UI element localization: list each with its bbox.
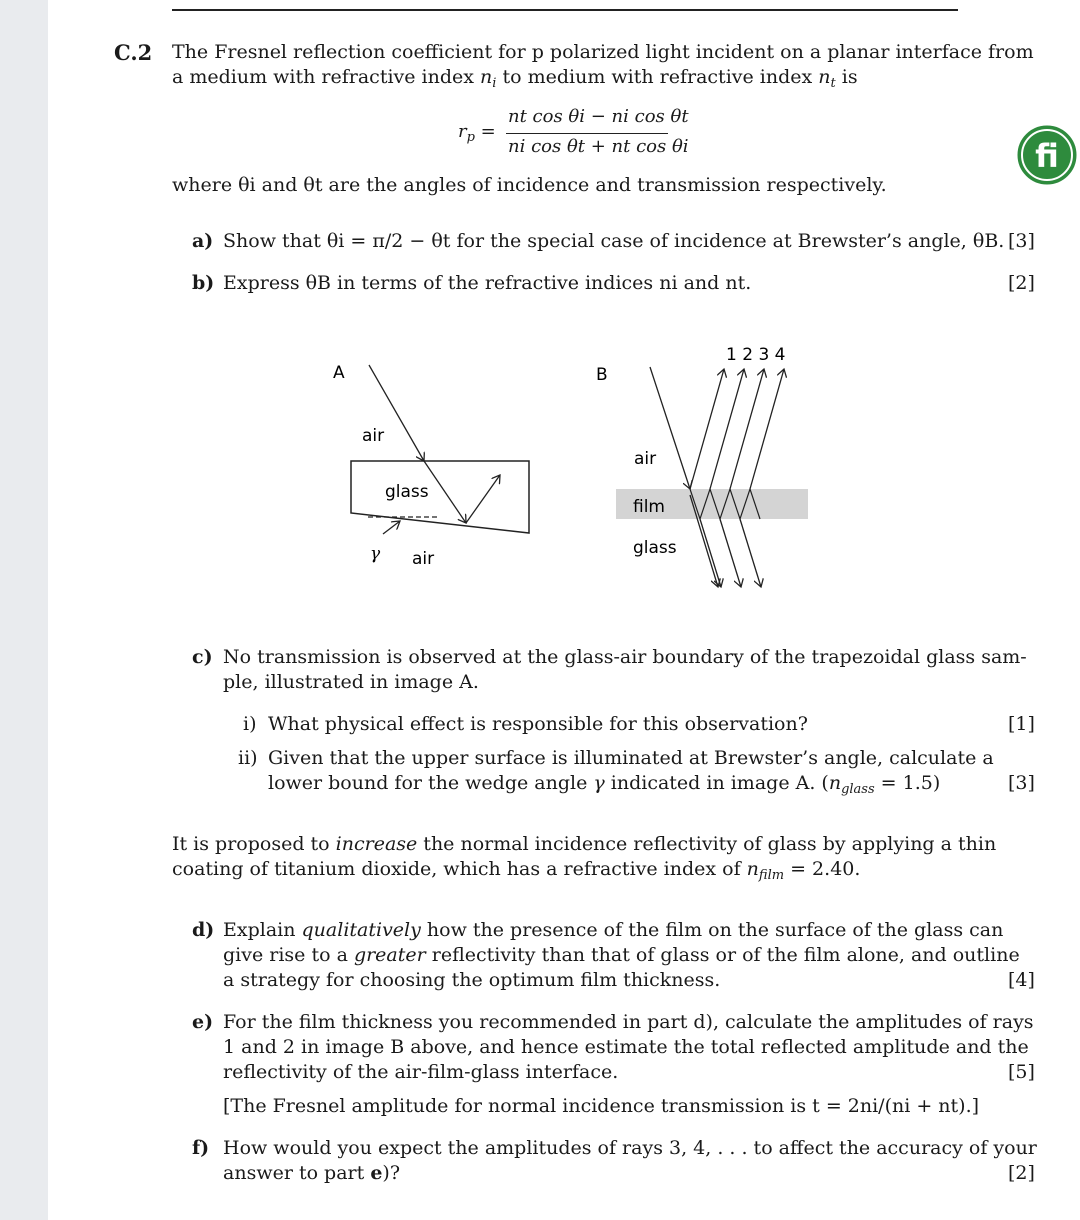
label-b-glass: glass (633, 538, 677, 558)
label-a-air-top: air (362, 426, 385, 446)
ray-b-1 (690, 369, 724, 489)
part-b-label: b) (192, 272, 215, 294)
part-b-marks: [2] (1008, 272, 1035, 294)
part-e-note: [The Fresnel amplitude for normal incidence transmission is t = 2ni/(ni + nt).] (223, 1095, 980, 1117)
ray-b-transmitted-4 (740, 519, 761, 587)
part-c-line-1: No transmission is observed at the glass-air boundary of the trapezoidal glass sam- (223, 646, 1027, 668)
glass-trapezoid (351, 461, 529, 533)
part-c-ii-marks: [3] (1008, 772, 1035, 794)
label-b-film: film (633, 497, 665, 517)
part-c-i-marks: [1] (1008, 713, 1035, 735)
part-c-ii-line-2: lower bound for the wedge angle γ indicated in image A. $(n_{glass} = 1.5)$ (268, 772, 941, 797)
ray-a-incident (369, 365, 424, 461)
part-e-line-1: For the film thickness you recommended in part d), calculate the amplitudes of rays (223, 1011, 1034, 1033)
part-f-line-2: answer to part e)? (223, 1162, 401, 1184)
top-rule (172, 9, 958, 11)
ray-b-incident (650, 367, 690, 489)
label-rays: 1 2 3 4 (726, 345, 786, 365)
part-c-label: c) (192, 646, 213, 668)
part-e-label: e) (192, 1011, 214, 1033)
part-a-label: a) (192, 230, 214, 252)
part-b-text: Express θB in terms of the refractive indices ni and nt. (223, 272, 752, 294)
equation-denominator: ni cos θt + nt cos θi (508, 136, 689, 157)
part-c-line-2: ple, illustrated in image A. (223, 671, 479, 693)
svg-text:fi: fi (1035, 137, 1059, 175)
fraction-bar (506, 133, 668, 134)
part-f-marks: [2] (1008, 1162, 1035, 1184)
label-b-air: air (634, 449, 657, 469)
question-number: C.2 (114, 40, 153, 65)
label-a-glass: glass (385, 482, 429, 502)
part-f-label: f) (192, 1137, 210, 1159)
part-c-ii-label: ii) (238, 747, 258, 769)
intro-line-1: The Fresnel reflection coefficient for p polarized light incident on a planar interface from (172, 41, 1034, 63)
optics-diagram (320, 335, 820, 600)
part-a-marks: [3] (1008, 230, 1035, 252)
part-d-marks: [4] (1008, 969, 1035, 991)
intro-line-2: a medium with refractive index $n_i$ to medium with refractive index $n_t$ is (172, 66, 858, 91)
part-e-line-3: reflectivity of the air-film-glass interface. (223, 1061, 619, 1083)
app-logo-icon[interactable] (1014, 122, 1080, 188)
part-d-label: d) (192, 919, 215, 941)
part-c-i-text: What physical effect is responsible for this observation? (268, 713, 808, 735)
where-line: where θi and θt are the angles of incidence and transmission respectively. (172, 174, 887, 196)
part-c-i-label: i) (243, 713, 257, 735)
part-f-line-1: How would you expect the amplitudes of rays 3, 4, . . . to affect the accuracy of your (223, 1137, 1037, 1159)
part-a-text: Show that θi = π/2 − θt for the special case of incidence at Brewster’s angle, θB. (223, 230, 1005, 252)
ray-b-2 (710, 369, 744, 489)
part-d-line-1: Explain qualitatively how the presence of the film on the surface of the glass can (223, 919, 1004, 941)
label-gamma: γ (370, 544, 381, 564)
label-a-air-bottom: air (412, 549, 435, 569)
label-b: B (596, 365, 608, 385)
equation-lhs: $r_p$ = (458, 121, 496, 145)
proposal-line-2: coating of titanium dioxide, which has a refractive index of $n_{film} = 2.40$. (172, 858, 861, 883)
label-a: A (333, 363, 345, 383)
proposal-line-1: It is proposed to increase the normal incidence reflectivity of glass by applying a thin (172, 833, 997, 855)
part-d-line-3: a strategy for choosing the optimum film thickness. (223, 969, 721, 991)
ray-b-transmitted-3 (720, 519, 741, 587)
equation-numerator: nt cos θi − ni cos θt (508, 106, 689, 127)
ray-b-4 (750, 369, 784, 489)
wedge-angle-arrow (383, 521, 400, 534)
ray-b-3 (730, 369, 764, 489)
part-e-line-2: 1 and 2 in image B above, and hence estimate the total reflected amplitude and the (223, 1036, 1029, 1058)
part-c-ii-line-1: Given that the upper surface is illuminated at Brewster’s angle, calculate a (268, 747, 994, 769)
part-e-marks: [5] (1008, 1061, 1035, 1083)
ray-b-transmitted-2 (700, 519, 721, 587)
part-d-line-2: give rise to a greater reflectivity than that of glass or of the film alone, and outline (223, 944, 1020, 966)
